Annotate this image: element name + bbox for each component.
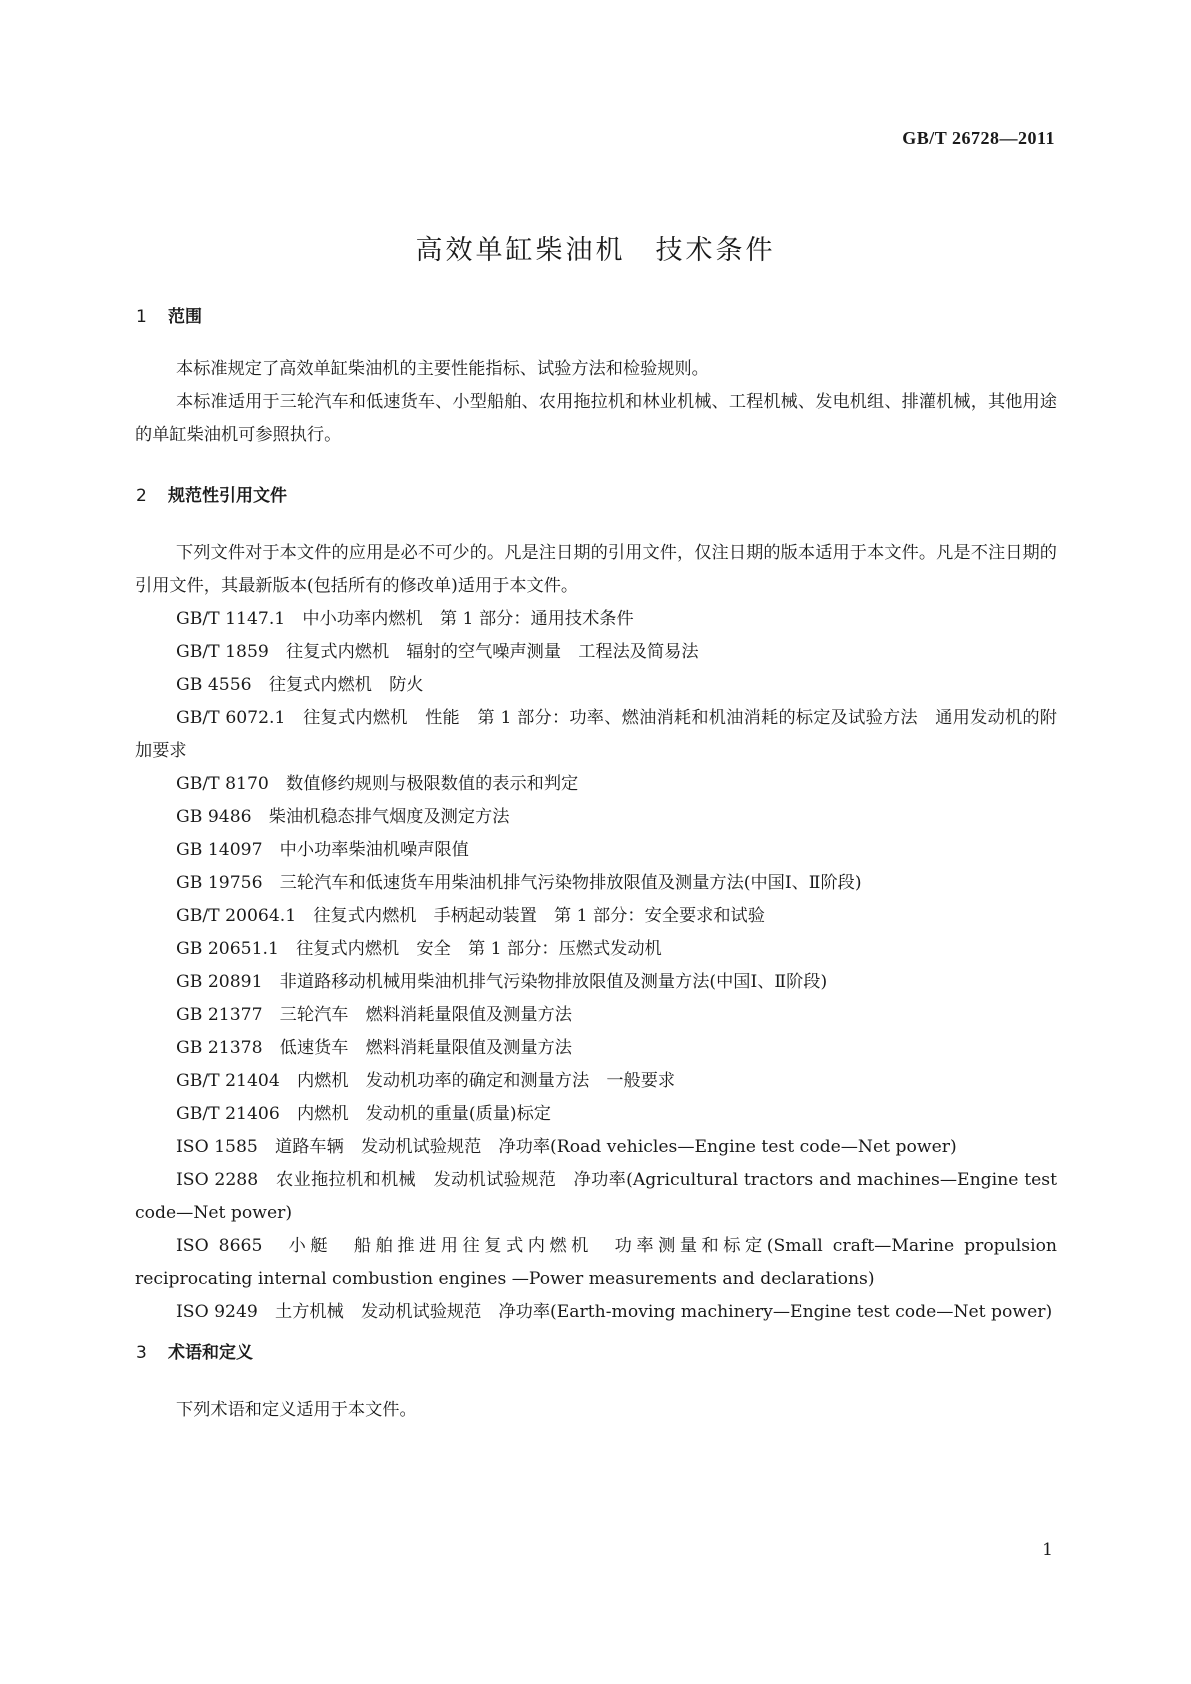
reference-item: GB/T 1147.1 中小功率内燃机 第 1 部分：通用技术条件 — [176, 609, 634, 629]
section-number: 1 — [136, 307, 147, 327]
reference-item: GB 21377 三轮汽车 燃料消耗量限值及测量方法 — [176, 1005, 572, 1025]
reference-item: GB 20891 非道路移动机械用柴油机排气污染物排放限值及测量方法(中国Ⅰ、Ⅱ阶段) — [176, 972, 828, 992]
reference-item: GB 19756 三轮汽车和低速货车用柴油机排气污染物排放限值及测量方法(中国Ⅰ、Ⅱ阶段) — [176, 873, 862, 893]
reference-item: GB 21378 低速货车 燃料消耗量限值及测量方法 — [176, 1038, 572, 1058]
section-title: 术语和定义 — [168, 1343, 253, 1363]
document-title: 高效单缸柴油机 技术条件 — [415, 235, 776, 266]
section-number: 2 — [136, 486, 147, 506]
reference-item: GB 20651.1 往复式内燃机 安全 第 1 部分：压燃式发动机 — [176, 939, 662, 959]
section-1-body — [135, 353, 1057, 452]
section-3-body — [135, 1394, 1057, 1427]
reference-item: GB/T 8170 数值修约规则与极限数值的表示和判定 — [176, 774, 579, 794]
section-2-heading — [136, 481, 287, 506]
reference-item: GB/T 20064.1 往复式内燃机 手柄起动装置 第 1 部分：安全要求和试验 — [176, 906, 765, 926]
section-3-heading — [136, 1338, 253, 1363]
reference-item: GB 4556 往复式内燃机 防火 — [176, 675, 424, 695]
reference-item: GB/T 21404 内燃机 发动机功率的确定和测量方法 一般要求 — [176, 1071, 676, 1091]
reference-item: GB 14097 中小功率柴油机噪声限值 — [176, 840, 469, 860]
section-title: 范围 — [168, 307, 202, 327]
section-2-body — [135, 537, 1057, 1329]
reference-item: GB/T 1859 往复式内燃机 辐射的空气噪声测量 工程法及简易法 — [176, 642, 699, 662]
reference-item: ISO 1585 道路车辆 发动机试验规范 净功率(Road vehicles—Engine test code—Net power) — [176, 1137, 957, 1157]
paragraph: 本标准适用于三轮汽车和低速货车、小型船舶、农用拖拉机和林业机械、工程机械、发电机组、排灌机械，其他用途的单缸柴油机可参照执行。 — [135, 392, 1057, 445]
reference-item: GB/T 21406 内燃机 发动机的重量(质量)标定 — [176, 1104, 551, 1124]
section-number: 3 — [136, 1343, 147, 1363]
paragraph: 下列文件对于本文件的应用是必不可少的。凡是注日期的引用文件，仅注日期的版本适用于本文件。凡是不注日期的引用文件，其最新版本(包括所有的修改单)适用于本文件。 — [135, 543, 1057, 596]
reference-item: GB/T 6072.1 往复式内燃机 性能 第 1 部分：功率、燃油消耗和机油消耗的标定及试验方法 通用发动机的附加要求 — [135, 708, 1057, 761]
section-title: 规范性引用文件 — [168, 486, 287, 506]
page-number: 1 — [1042, 1540, 1053, 1560]
standard-number: GB/T 26728—2011 — [902, 128, 1055, 148]
paragraph: 下列术语和定义适用于本文件。 — [176, 1400, 417, 1420]
section-1-heading — [136, 302, 202, 327]
reference-item: ISO 2288 农业拖拉机和机械 发动机试验规范 净功率(Agricultural tractors and machines—Engine test code—Net power) — [135, 1170, 1057, 1223]
reference-item: ISO 9249 土方机械 发动机试验规范 净功率(Earth-moving machinery—Engine test code—Net power) — [176, 1302, 1053, 1322]
paragraph: 本标准规定了高效单缸柴油机的主要性能指标、试验方法和检验规则。 — [176, 359, 709, 379]
reference-item: ISO 8665 小艇 船舶推进用往复式内燃机 功率测量和标定(Small craft—Marine propulsion reciprocating internal combustion engines —Power measurements and declarations) — [135, 1236, 1057, 1289]
reference-item: GB 9486 柴油机稳态排气烟度及测定方法 — [176, 807, 510, 827]
